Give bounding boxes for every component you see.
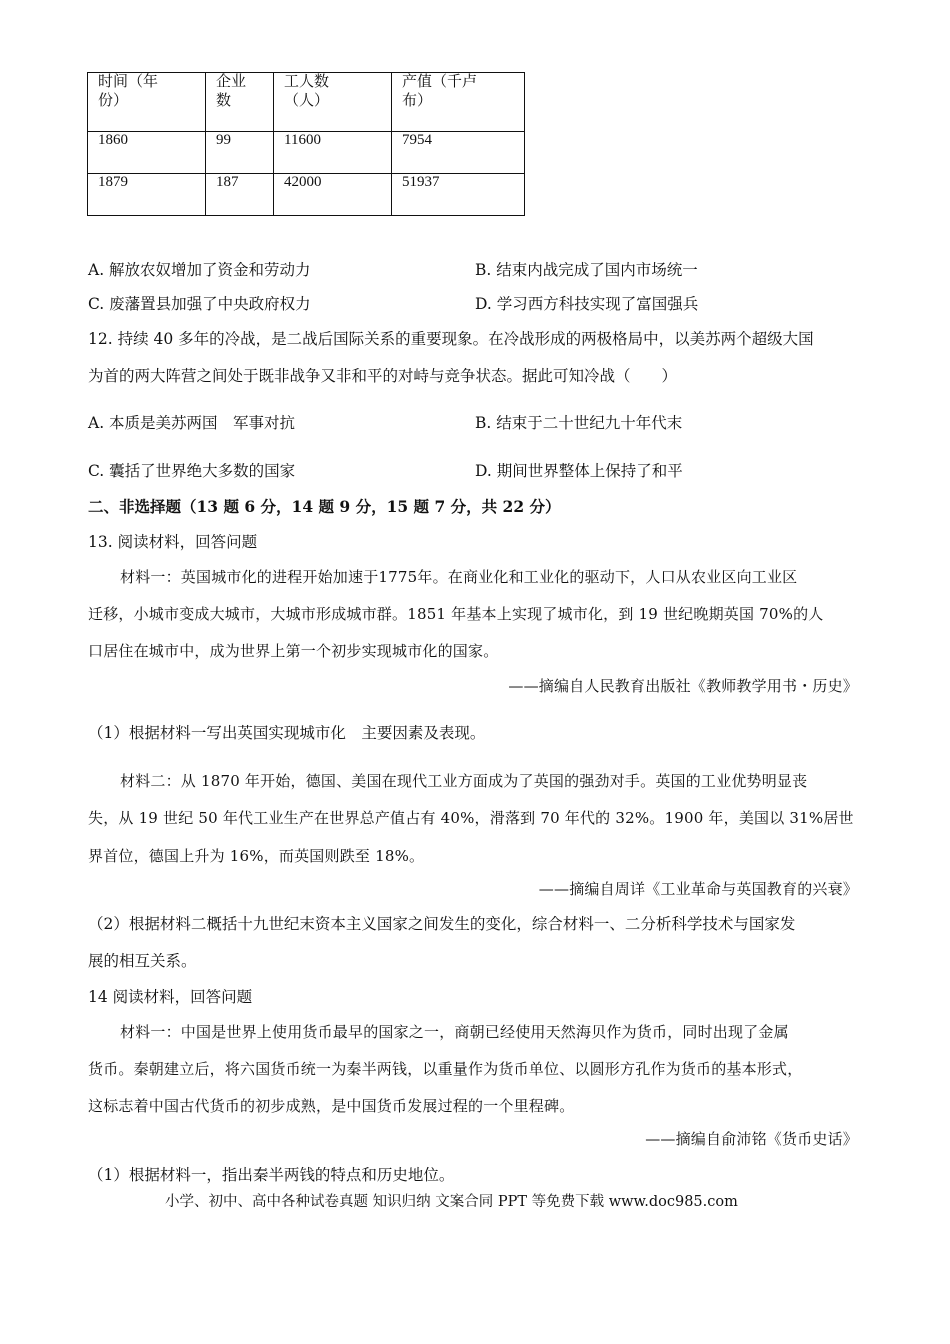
q14-material1-line3: 这标志着中国古代货币的初步成熟，是中国货币发展过程的一个里程碑。 [88, 1097, 575, 1115]
q14-material1-line2: 货币。秦朝建立后，将六国货币统一为秦半两钱，以重量作为货币单位、以圆形方孔作为货币的基本形式， [88, 1060, 803, 1078]
table-cell: 187 [206, 174, 274, 216]
table-header-cell: 企业 数 [206, 73, 274, 132]
q12-stem-line2: 为首的两大阵营之间处于既非战争又非和平的对峙与竞争状态。据此可知冷战（ ） [88, 367, 678, 385]
table-row [88, 132, 525, 174]
q13-question2-line2: 展的相互关系。 [88, 952, 197, 970]
table-header-cell: 产值（千卢 布） [392, 73, 525, 132]
q12-option-d: D. 期间世界整体上保持了和平 [475, 462, 683, 480]
q12-stem-line1: 12. 持续 40 多年的冷战，是二战后国际关系的重要现象。在冷战形成的两极格局中，以美苏两个超级大国 [88, 330, 814, 348]
table-cell: 51937 [392, 174, 525, 216]
q11-option-a: A. 解放农奴增加了资金和劳动力 [88, 261, 311, 279]
q12-option-b: B. 结束于二十世纪九十年代末 [475, 414, 683, 432]
table-cell: 99 [206, 132, 274, 174]
q13-material1-line2: 迁移，小城市变成大城市，大城市形成城市群。1851 年基本上实现了城市化，到 19 世纪晚期英国 70%的人 [88, 605, 824, 623]
q13-material2-line2: 失，从 19 世纪 50 年代工业生产在世界总产值占有 40%，滑落到 70 年代的 32%。1900 年，美国以 31%居世 [88, 809, 854, 827]
q13-material1-line1: 材料一：英国城市化的进程开始加速于1775年。在商业化和工业化的驱动下，人口从农业区向工业区 [120, 568, 798, 586]
q14-material1-line1: 材料一：中国是世界上使用货币最早的国家之一，商朝已经使用天然海贝作为货币，同时出现了金属 [120, 1023, 789, 1041]
data-table [87, 72, 525, 216]
table-header-cell: 工人数 （人） [274, 73, 392, 132]
q13-material1-line3: 口居住在城市中，成为世界上第一个初步实现城市化的国家。 [88, 642, 499, 660]
q11-option-d: D. 学习西方科技实现了富国强兵 [475, 295, 699, 313]
q12-option-c: C. 囊括了世界绝大多数的国家 [88, 462, 296, 480]
table-row [88, 174, 525, 216]
q12-option-a: A. 本质是美苏两国 军事对抗 [88, 414, 296, 432]
page-footer: 小学、初中、高中各种试卷真题 知识归纳 文案合同 PPT 等免费下载 www.doc985.com [165, 1194, 738, 1210]
table-cell: 1879 [88, 174, 206, 216]
q14-title: 14 阅读材料，回答问题 [88, 988, 253, 1006]
q14-material1-source: ——摘编自俞沛铭《货币史话》 [645, 1130, 858, 1148]
section2-title: 二、非选择题（13 题 6 分，14 题 9 分，15 题 7 分，共 22 分） [88, 497, 561, 516]
table-header-cell: 时间（年 份） [88, 73, 206, 132]
q13-title: 13. 阅读材料，回答问题 [88, 533, 258, 551]
q13-material2-line1: 材料二：从 1870 年开始，德国、美国在现代工业方面成为了英国的强劲对手。英国的工业优势明显丧 [120, 772, 808, 790]
table-cell: 42000 [274, 174, 392, 216]
table-cell: 11600 [274, 132, 392, 174]
table-cell: 1860 [88, 132, 206, 174]
q13-question1: （1）根据材料一写出英国实现城市化 主要因素及表现。 [88, 724, 486, 742]
table-cell: 7954 [392, 132, 525, 174]
q14-question1: （1）根据材料一，指出秦半两钱的特点和历史地位。 [88, 1166, 455, 1184]
q13-material2-line3: 界首位，德国上升为 16%，而英国则跌至 18%。 [88, 847, 425, 865]
q13-material1-source: ——摘编自人民教育出版社《教师教学用书・历史》 [508, 677, 858, 695]
q11-option-b: B. 结束内战完成了国内市场统一 [475, 261, 698, 279]
q13-question2-line1: （2）根据材料二概括十九世纪末资本主义国家之间发生的变化，综合材料一、二分析科学技术与国家发 [88, 915, 796, 933]
q11-option-c: C. 废藩置县加强了中央政府权力 [88, 295, 311, 313]
table-header-row [88, 73, 525, 132]
q13-material2-source: ——摘编自周详《工业革命与英国教育的兴衰》 [538, 880, 858, 898]
